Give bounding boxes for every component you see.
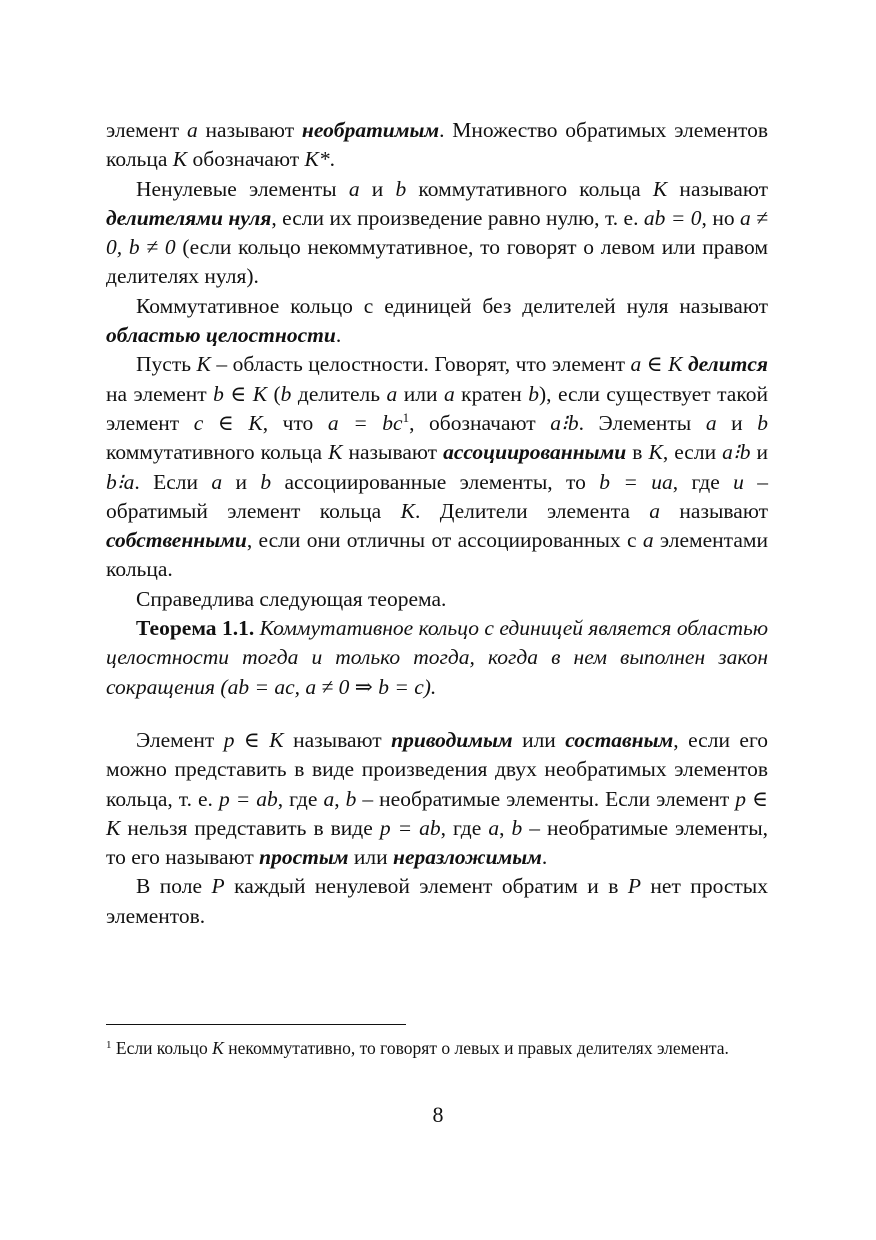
term-neobratimym: необратимым — [301, 118, 440, 142]
term-associirovannymi: ассоциированными — [443, 440, 627, 465]
term-sobstvennymi: собственными — [106, 528, 247, 553]
term-sostavnym: составным — [565, 727, 674, 752]
term-nerazlozhimym: неразложимым — [393, 845, 542, 870]
term-delitsya: делится — [687, 352, 768, 377]
paragraph-5: Справедлива следующая теорема. — [136, 586, 447, 611]
term-privodimym: приводимым — [391, 727, 513, 752]
paragraph-6: Элемент p ∈ K называют приводимым или составным, если его можно представить в виде произведения двух необратимых элементов кольца, т. е. p = ab, где a, b – необратимые элементы. Если элемент p ∈ K нельзя представить в виде p = ab, где a, b – необратимые элементы, то его называют простым или неразложимым. — [106, 727, 769, 870]
theorem-label: Теорема 1.1. — [136, 616, 255, 641]
footnote-mark: 1 — [106, 1039, 112, 1051]
term-deliteli-nulya: делителями нуля — [106, 205, 272, 230]
footnote: $^1$ Если кольцо K некоммутативно, то говорят о левых и правых делителях элемента. — [106, 1038, 729, 1058]
theorem-1-1: Теорема 1.1. Коммутативное кольцо с единицей является областью целостности тогда и только тогда, когда в нем выполнен закон сокращения (ab = ac, a ≠ 0 ⇒ b = c). — [106, 616, 768, 699]
paragraph-4: Пусть K – область целостности. Говорят, что элемент a ∈ K делится на элемент b ∈ K (b делитель a или a кратен b), если существует такой элемент c ∈ K, что $a = bc^1$, обозначают a⁝b. Элементы a и b коммутативного кольца K называют ассоциированными в K, если a⁝b и b⁝a. Если a и b ассоциированные элементы, то b = ua, где u – обратимый элемент кольца K. Делители элемента a называют собственными, если они отличны от ассоциированных с a элементами кольца. — [106, 352, 769, 582]
paragraph-3: Коммутативное кольцо с единицей без делителей нуля называют областью целостности. — [106, 293, 768, 348]
paragraph-7: В поле P каждый ненулевой элемент обратим и в P нет простых элементов. — [106, 874, 768, 928]
footnote-divider — [106, 1024, 406, 1025]
paragraph-1: элемент a называют необратимым. Множество обратимых элементов кольца K обозначают K*. — [106, 118, 768, 172]
term-prostym: простым — [259, 845, 349, 870]
page-number: 8 — [432, 1102, 444, 1127]
term-oblast-celostnosti: областью целостности — [106, 323, 336, 348]
page-body — [106, 116, 768, 931]
footnote-ref: 1 — [402, 409, 410, 425]
theorem-formula: (ab = ac, a ≠ 0 ⇒ b = c). — [220, 674, 437, 699]
paragraph-2: Ненулевые элементы a и b коммутативного кольца K называют делителями нуля, если их произведение равно нулю, т. е. ab = 0, но a ≠ 0, b ≠ 0 (если кольцо некоммутативное, то говорят о левом или правом делителях нуля). — [106, 176, 769, 289]
